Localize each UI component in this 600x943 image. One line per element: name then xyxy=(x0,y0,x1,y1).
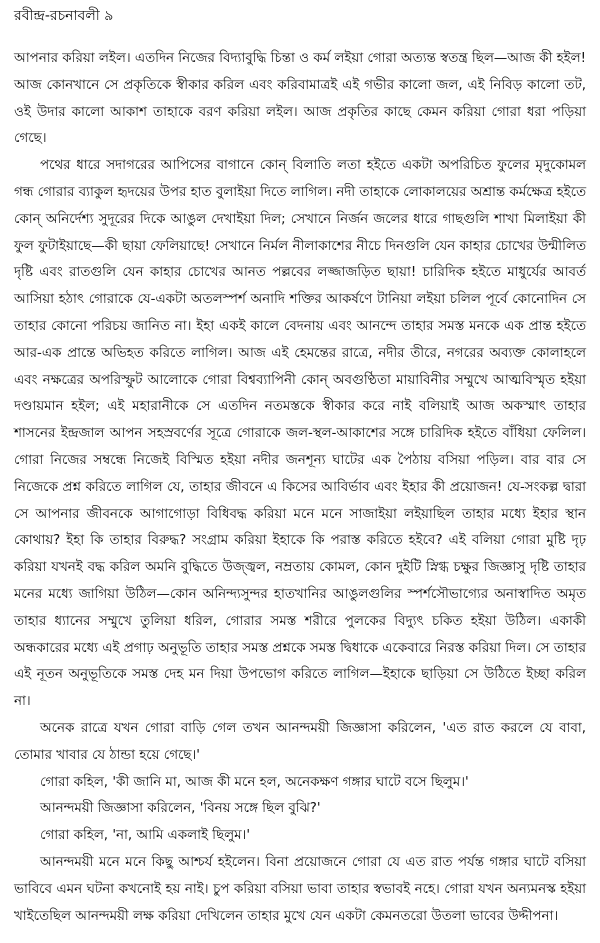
paragraph: গোরা কহিল, 'না, আমি একলাই ছিলুম।' xyxy=(40,828,251,844)
running-head: রবীন্দ্র-রচনাবলী ৯ xyxy=(14,8,114,24)
paragraph: আপনার করিয়া লইল। এতদিন নিজের বিদ্যাবুদ্ধি চিন্তা ও কর্ম লইয়া গোরা অত্যন্ত স্বতন্ত্র ছিল—আজ কী হইল! আজ কোনখানে সে প্রকৃতিকে স্বীকার করিল এবং করিবামাত্রই এই গভীর কালো জল, এই নিবিড় কালো তট, ওই উদার কালো আকাশ তাহাকে বরণ করিয়া লইল। আজ প্রকৃতির কাছে কেমন করিয়া গোরা ধরা পড়িয়া গেছে। xyxy=(14,51,586,147)
body-text xyxy=(14,46,586,930)
paragraph: পথের ধারে সদাগরের আপিসের বাগানে কোন্‌ বিলাতি লতা হইতে একটা অপরিচিত ফুলের মৃদুকোমল গন্ধ গোরার ব্যাকুল হৃদয়ের উপর হাত বুলাইয়া দিতে লাগিল। নদী তাহাকে লোকালয়ের অশ্রান্ত কর্মক্ষেত্র হইতে কোন্‌ অনির্দেশ্য সুদূরের দিকে আঙুল দেখাইয়া দিল; সেখানে নির্জন জলের ধারে গাছগুলি শাখা মিলাইয়া কী ফুল ফুটাইয়াছে—কী ছায়া ফেলিয়াছে! সেখানে নির্মল নীলাকাশের নীচে দিনগুলি যেন কাহার চোখের উন্মীলিত দৃষ্টি এবং রাতগুলি যেন কাহার চোখের আনত পল্লবের লজ্জাজড়িত ছায়া! চারিদিক হইতে মাধুর্যের আবর্ত আসিয়া হঠাৎ গোরাকে যে-একটা অতলস্পর্শ অনাদি শক্তির আকর্ষণে টানিয়া লইয়া চলিল পূর্বে কোনোদিন সে তাহার কোনো পরিচয় জানিত না। ইহা একই কালে বেদনায় এবং আনন্দে তাহার সমস্ত মনকে এক প্রান্ত হইতে আর-এক প্রান্তে অভিহত করিতে লাগিল। আজ এই হেমন্তের রাত্রে, নদীর তীরে, নগরের অব্যক্ত কোলাহলে এবং নক্ষত্রের অপরিস্ফুট আলোকে গোরা বিশ্বব্যাপিনী কোন্‌ অবগুণ্ঠিতা মায়াবিনীর সম্মুখে আত্মবিস্মৃত হইয়া দণ্ডায়মান হইল; এই মহারানীকে সে এতদিন নতমস্তকে স্বীকার করে নাই বলিয়াই আজ অকস্মাৎ তাহার শাসনের ইন্দ্রজাল আপন সহস্রবর্ণের সূত্রে গোরাকে জল-স্থল-আকাশের সঙ্গে চারিদিক হইতে বাঁধিয়া ফেলিল। গোরা নিজের সম্বন্ধে নিজেই বিস্মিত হইয়া নদীর জনশূন্য ঘাটের এক পৈঠায় বসিয়া পড়িল। বার বার সে নিজেকে প্রশ্ন করিতে লাগিল যে, তাহার জীবনে এ কিসের আবির্ভাব এবং ইহার কী প্রয়োজন! যে-সংকল্প দ্বারা সে আপনার জীবনকে আগাগোড়া বিধিবদ্ধ করিয়া মনে মনে সাজাইয়া লইয়াছিল তাহার মধ্যে ইহার স্থান কোথায়? ইহা কি তাহার বিরুদ্ধ? সংগ্রাম করিয়া ইহাকে কি পরাস্ত করিতে হইবে? এই বলিয়া গোরা মুষ্টি দৃঢ় করিয়া যখনই বদ্ধ করিল অমনি বুদ্ধিতে উজ্জ্বল, নম্রতায় কোমল, কোন দুইটি স্নিগ্ধ চক্ষুর জিজ্ঞাসু দৃষ্টি তাহার মনের মধ্যে জাগিয়া উঠিল—কোন অনিন্দ্যসুন্দর হাতখানির আঙুলগুলির স্পর্শসৌভাগ্যের অনাস্বাদিত অমৃত তাহার ধ্যানের সম্মুখে তুলিয়া ধরিল, গোরার সমস্ত শরীরে পুলকের বিদ্যুৎ চকিত হইয়া উঠিল। একাকী অন্ধকারের মধ্যে এই প্রগাঢ় অনুভূতি তাহার সমস্ত প্রশ্নকে সমস্ত দ্বিধাকে একেবারে নিরস্ত করিয়া দিল। সে তাহার এই নূতন অনুভূতিকে সমস্ত দেহ মন দিয়া উপভোগ করিতে লাগিল—ইহাকে ছাড়িয়া সে উঠিতে ইচ্ছা করিল না। xyxy=(14,158,586,710)
book-page xyxy=(14,6,586,930)
paragraph: অনেক রাত্রে যখন গোরা বাড়ি গেল তখন আনন্দময়ী জিজ্ঞাসা করিলেন, 'এত রাত করলে যে বাবা, তোমার খাবার যে ঠান্ডা হয়ে গেছে।' xyxy=(14,720,586,763)
paragraph: আনন্দময়ী মনে মনে কিছু আশ্চর্য হইলেন। বিনা প্রয়োজনে গোরা যে এত রাত পর্যন্ত গঙ্গার ঘাটে বসিয়া ভাবিবে এমন ঘটনা কখনোই হয় নাই। চুপ করিয়া বসিয়া ভাবা তাহার স্বভাবই নহে। গোরা যখন অন্যমনস্ক হইয়া খাইতেছিল আনন্দময়ী লক্ষ করিয়া দেখিলেন তাহার মুখে যেন একটা কেমনতরো উতলা ভাবের উদ্দীপনা। xyxy=(14,854,586,924)
paragraph: আনন্দময়ী জিজ্ঞাসা করিলেন, 'বিনয় সঙ্গে ছিল বুঝি?' xyxy=(40,801,321,817)
paragraph: গোরা কহিল, 'কী জানি মা, আজ কী মনে হল, অনেকক্ষণ গঙ্গার ঘাটে বসে ছিলুম।' xyxy=(40,774,469,790)
